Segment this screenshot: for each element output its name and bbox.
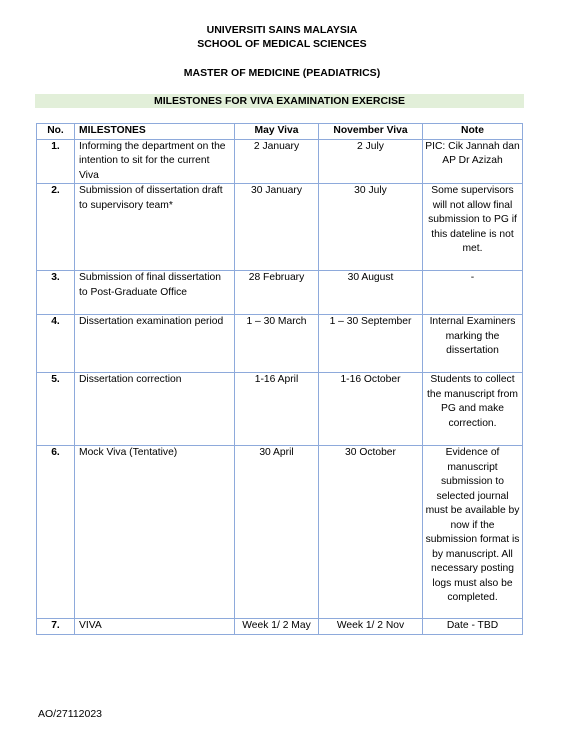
table-header-row — [37, 124, 523, 140]
milestone-cell: Submission of dissertation draft to supervisory team* — [75, 184, 235, 271]
table-row — [37, 619, 523, 635]
column-header-november-viva: November Viva — [319, 124, 423, 140]
row-number: 6. — [37, 446, 75, 619]
row-number: 5. — [37, 373, 75, 446]
note-cell: Students to collect the manuscript from PG and make correction. — [423, 373, 523, 446]
section-banner: MILESTONES FOR VIVA EXAMINATION EXERCISE — [35, 94, 524, 108]
column-header-no: No. — [37, 124, 75, 140]
table-row — [37, 315, 523, 373]
november-viva-cell: 30 October — [319, 446, 423, 619]
milestone-cell: Dissertation examination period — [75, 315, 235, 373]
note-cell: PIC: Cik Jannah dan AP Dr Azizah — [423, 139, 523, 184]
milestone-cell: Informing the department on the intention to sit for the current Viva — [75, 139, 235, 184]
table-row — [37, 139, 523, 184]
row-number: 1. — [37, 139, 75, 184]
university-name: UNIVERSITI SAINS MALAYSIA — [206, 24, 358, 36]
programme-title: MASTER OF MEDICINE (PEADIATRICS) — [183, 67, 381, 79]
milestone-cell: Submission of final dissertation to Post-Graduate Office — [75, 271, 235, 315]
november-viva-cell: 1-16 October — [319, 373, 423, 446]
may-viva-cell: 2 January — [235, 139, 319, 184]
row-number: 2. — [37, 184, 75, 271]
row-number: 7. — [37, 619, 75, 635]
may-viva-cell: 1 – 30 March — [235, 315, 319, 373]
may-viva-cell: 28 February — [235, 271, 319, 315]
note-cell: Internal Examiners marking the dissertation — [423, 315, 523, 373]
school-name: SCHOOL OF MEDICAL SCIENCES — [197, 38, 367, 50]
table-row — [37, 446, 523, 619]
note-cell: - — [423, 271, 523, 315]
column-header-may-viva: May Viva — [235, 124, 319, 140]
table-row — [37, 271, 523, 315]
may-viva-cell: 1-16 April — [235, 373, 319, 446]
note-cell: Evidence of manuscript submission to selected journal must be available by now if the submission format is by manuscript. All necessary posting logs must also be completed. — [423, 446, 523, 619]
november-viva-cell: Week 1/ 2 Nov — [319, 619, 423, 635]
column-header-note: Note — [423, 124, 523, 140]
milestone-cell: Mock Viva (Tentative) — [75, 446, 235, 619]
november-viva-cell: 30 July — [319, 184, 423, 271]
may-viva-cell: Week 1/ 2 May — [235, 619, 319, 635]
row-number: 3. — [37, 271, 75, 315]
november-viva-cell: 30 August — [319, 271, 423, 315]
milestone-cell: Dissertation correction — [75, 373, 235, 446]
may-viva-cell: 30 April — [235, 446, 319, 619]
milestone-cell: VIVA — [75, 619, 235, 635]
note-cell: Some supervisors will not allow final submission to PG if this dateline is not met. — [423, 184, 523, 271]
milestones-table — [36, 123, 523, 635]
note-cell: Date - TBD — [423, 619, 523, 635]
november-viva-cell: 1 – 30 September — [319, 315, 423, 373]
may-viva-cell: 30 January — [235, 184, 319, 271]
document-reference: AO/27112023 — [38, 708, 103, 720]
row-number: 4. — [37, 315, 75, 373]
table-row — [37, 184, 523, 271]
november-viva-cell: 2 July — [319, 139, 423, 184]
column-header-milestones: MILESTONES — [75, 124, 235, 140]
table-row — [37, 373, 523, 446]
